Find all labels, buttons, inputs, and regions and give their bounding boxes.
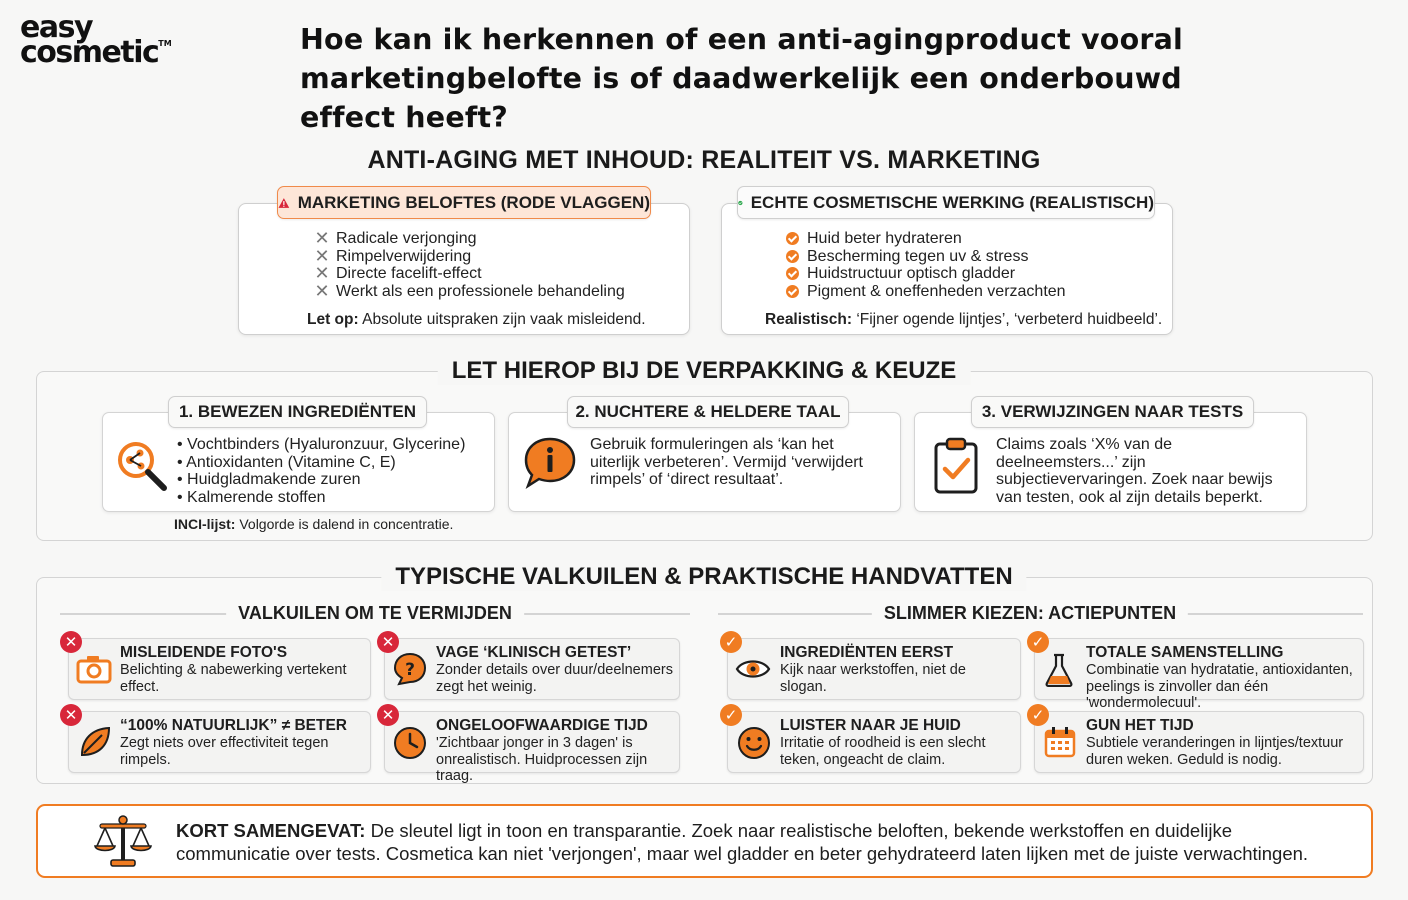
tile-desc: Irritatie of roodheid is een slecht teken, ongeacht de claim.: [780, 735, 986, 768]
real-note: [765, 311, 1162, 329]
x-icon: ✕: [314, 245, 330, 266]
check-dot-icon: [786, 232, 799, 245]
logo-line-1: easy: [20, 10, 93, 45]
packaging-section-title: LET HIEROP BIJ DE VERPAKKING & KEUZE: [438, 357, 971, 385]
marketing-title: MARKETING BELOFTES (RODE VLAGGEN): [297, 192, 650, 212]
x-circle-icon: ✕: [377, 704, 399, 726]
list-item-text: Bescherming tegen uv & stress: [807, 247, 1029, 265]
list-item: • Huidgladmakende zuren: [177, 471, 361, 489]
calendar-icon: [1044, 726, 1076, 758]
tests-card-text: Claims zoals ‘X% van de deelneemsters...’ zijn subjectievervaringen. Zoek naar bewijs van testen, ook al zijn details beperkt.: [996, 436, 1273, 506]
list-item-text: Rimpelverwijdering: [336, 247, 472, 265]
flask-icon: [1044, 653, 1074, 687]
check-dot-icon: [786, 250, 799, 263]
camera-icon: [76, 654, 112, 684]
pitfalls-right-title: SLIMMER KIEZEN: ACTIEPUNTEN: [872, 603, 1188, 624]
tile-title: “100% NATUURLIJK” ≠ BETER: [120, 717, 347, 734]
tile-title: VAGE ‘KLINISCH GETEST’: [436, 644, 632, 661]
tile-desc: Kijk naar werkstoffen, niet de slogan.: [780, 662, 966, 695]
list-item-text: Werkt als een professionele behandeling: [336, 282, 625, 300]
summary-text: [176, 820, 1346, 865]
real-title-pill: [737, 186, 1155, 219]
ingredients-list: [177, 436, 465, 506]
note-text: ‘Fijner ogende lijntjes’, ‘verbeterd huidbeeld’.: [852, 311, 1163, 328]
list-item-text: Radicale verjonging: [336, 230, 477, 247]
warning-icon: [278, 192, 290, 214]
list-item: [314, 245, 625, 266]
list-item-text: Directe facelift-effect: [336, 265, 482, 283]
tile-title: MISLEIDENDE FOTO'S: [120, 644, 288, 661]
clock-icon: [393, 726, 427, 760]
question-bubble-icon: [393, 652, 427, 686]
inci-note: [174, 516, 453, 532]
leaf-icon: [78, 725, 112, 759]
check-circle-icon: [738, 192, 743, 214]
svg-text:?: ?: [405, 660, 415, 680]
real-title: ECHTE COSMETISCHE WERKING (REALISTISCH): [750, 192, 1154, 212]
summary-box: [36, 804, 1373, 878]
tile-title: ONGELOOFWAARDIGE TIJD: [436, 717, 648, 734]
list-item-text: Pigment & oneffenheden verzachten: [807, 282, 1066, 300]
marketing-note: [307, 311, 646, 329]
check-dot-icon: [786, 267, 799, 280]
list-item: [314, 230, 625, 248]
list-item: [786, 230, 1066, 248]
list-item: • Vochtbinders (Hyaluronzuur, Glycerine): [177, 436, 466, 453]
note-label: INCI-lijst:: [174, 516, 236, 532]
pitfalls-section-title: TYPISCHE VALKUILEN & PRAKTISCHE HANDVATTEN: [381, 563, 1026, 591]
list-item: • Antioxidanten (Vitamine C, E): [177, 453, 396, 471]
tests-card-title: 3. VERWIJZINGEN NAAR TESTS: [971, 396, 1254, 428]
tile-desc: Subtiele veranderingen in lijntjes/textuur duren weken. Geduld is nodig.: [1086, 735, 1344, 768]
tile-title: INGREDIËNTEN EERST: [780, 644, 954, 661]
summary-label: KORT SAMENGEVAT:: [176, 820, 366, 841]
x-icon: ✕: [314, 263, 330, 284]
clipboard-check-icon: [932, 436, 980, 496]
list-item: [314, 265, 625, 283]
magnifier-molecule-icon: [114, 438, 170, 494]
check-circle-icon: ✓: [1027, 631, 1049, 653]
check-dot-icon: [786, 285, 799, 298]
x-icon: ✕: [314, 280, 330, 301]
scales-icon: [92, 814, 154, 870]
check-circle-icon: ✓: [720, 704, 742, 726]
check-circle-icon: ✓: [1027, 704, 1049, 726]
list-item-text: Huid beter hydrateren: [807, 230, 962, 247]
marketing-title-pill: [277, 186, 651, 219]
note-label: Realistisch:: [765, 311, 853, 328]
x-circle-icon: ✕: [60, 631, 82, 653]
x-circle-icon: ✕: [60, 704, 82, 726]
list-item: [786, 265, 1066, 283]
tile-desc: Zegt niets over effectiviteit tegen rimpels.: [120, 735, 329, 768]
tile-title: LUISTER NAAR JE HUID: [780, 717, 961, 734]
summary-body: De sleutel ligt in toon en transparantie. Zoek naar realistische beloften, bekende werkstoffen en duidelijke communicatie over tests. Cosmetica kan niet 'verjongen', maar wel gladder en beter gehydrateerd laten lijken met de juiste verwachtingen.: [176, 820, 1309, 864]
note-text: Absolute uitspraken zijn vaak misleidend.: [358, 311, 646, 328]
x-icon: ✕: [314, 228, 330, 248]
ingredients-card-title: 1. BEWEZEN INGREDIËNTEN: [168, 396, 427, 428]
tile-desc: Combinatie van hydratatie, antioxidanten, peelings is zinvoller dan één 'wondermolecuul'.: [1086, 662, 1353, 711]
list-item: • Kalmerende stoffen: [177, 488, 326, 506]
main-title: ANTI-AGING MET INHOUD: REALITEIT VS. MARKETING: [367, 146, 1041, 174]
info-bubble-icon: [523, 436, 577, 490]
list-item: [786, 283, 1066, 301]
list-item: [786, 248, 1066, 266]
tile-desc: Belichting & nabewerking vertekent effect.: [120, 662, 347, 695]
language-card-text: Gebruik formuleringen als ‘kan het uiterlijk verbeteren’. Vermijd ‘verwijdert rimpels’ of ‘direct resultaat’.: [590, 436, 863, 489]
check-circle-icon: ✓: [720, 631, 742, 653]
note-text: Volgorde is dalend in concentratie.: [235, 516, 454, 532]
brand-logo: [20, 10, 190, 70]
list-item-text: Huidstructuur optisch gladder: [807, 265, 1016, 283]
marketing-list: [314, 230, 625, 300]
tile-title: TOTALE SAMENSTELLING: [1086, 644, 1284, 661]
logo-line-2: [20, 34, 190, 70]
pitfalls-left-title: VALKUILEN OM TE VERMIJDEN: [226, 603, 524, 624]
real-list: [786, 230, 1066, 300]
logo-line-2-text: cosmetic: [20, 34, 159, 70]
page-question: Hoe kan ik herkennen of een anti-agingproduct vooral marketingbelofte is of daadwerkelijk een onderbouwd effect heeft?: [300, 23, 1184, 134]
tile-desc: Zonder details over duur/deelnemers zegt het weinig.: [436, 662, 673, 695]
logo-tm: TM: [158, 38, 172, 48]
list-item: [314, 280, 625, 301]
note-label: Let op:: [307, 311, 359, 328]
smiley-icon: [737, 726, 771, 760]
tile-desc: 'Zichtbaar jonger in 3 dagen' is onrealistisch. Huidprocessen zijn traag.: [436, 735, 648, 784]
eye-icon: [735, 656, 771, 682]
language-card-title: 2. NUCHTERE & HELDERE TAAL: [567, 396, 849, 428]
tile-title: GUN HET TIJD: [1086, 717, 1194, 734]
x-circle-icon: ✕: [377, 631, 399, 653]
